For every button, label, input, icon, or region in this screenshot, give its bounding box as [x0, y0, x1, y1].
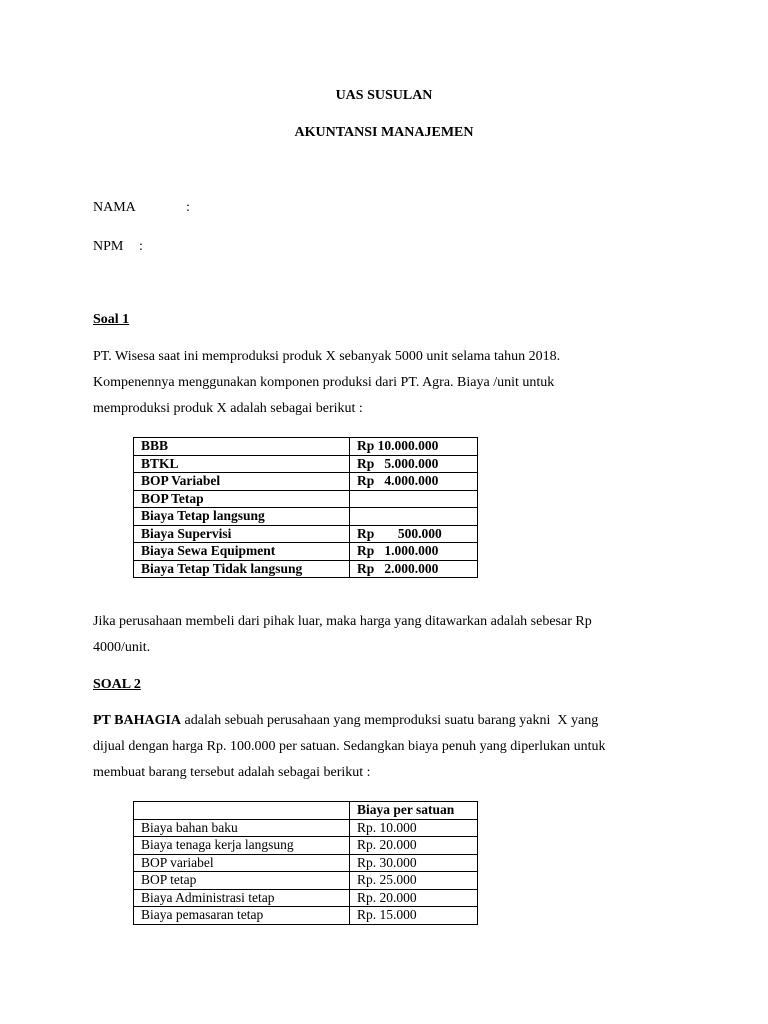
cost-item: Biaya pemasaran tetap: [134, 907, 350, 925]
nama-colon: :: [186, 200, 190, 215]
soal2-paragraph-line: membuat barang tersebut adalah sebagai berikut :: [93, 765, 371, 780]
cost-item: Biaya Tetap langsung: [134, 508, 350, 526]
soal2-heading: SOAL 2: [93, 677, 141, 692]
cost-item: BOP variabel: [134, 854, 350, 872]
cost-value: Rp. 20.000: [350, 837, 478, 855]
soal1-paragraph-line: memproduksi produk X adalah sebagai berikut :: [93, 401, 363, 416]
cost-item: BOP Variabel: [134, 473, 350, 491]
cost-value: Rp. 10.000: [350, 819, 478, 837]
table-row: [134, 907, 478, 925]
cost-item: Biaya bahan baku: [134, 819, 350, 837]
table-row: [134, 837, 478, 855]
table-header-row: [134, 802, 478, 820]
soal1-paragraph-line: PT. Wisesa saat ini memproduksi produk X sebanyak 5000 unit selama tahun 2018.: [93, 349, 561, 364]
table-row: [134, 872, 478, 890]
npm-label: NPM: [93, 239, 124, 254]
cost-item: Biaya Supervisi: [134, 525, 350, 543]
soal2-paragraph-text: adalah sebuah perusahaan yang memproduksi suatu barang yakni X yang: [181, 713, 599, 728]
cost-item: BTKL: [134, 455, 350, 473]
table-row: [134, 455, 478, 473]
soal1-cost-table: [133, 437, 478, 578]
npm-colon: :: [139, 239, 143, 254]
table-row: [134, 854, 478, 872]
cost-value: Rp 10.000.000: [350, 438, 478, 456]
soal1-closing-line: 4000/unit.: [93, 640, 151, 655]
table-row: [134, 473, 478, 491]
cost-value: Rp 2.000.000: [350, 560, 478, 578]
cost-value: Rp. 25.000: [350, 872, 478, 890]
cost-value: Rp 1.000.000: [350, 543, 478, 561]
cost-item: BOP Tetap: [134, 490, 350, 508]
cost-value: [350, 508, 478, 526]
soal2-cost-table: [133, 801, 478, 925]
cost-value: Rp 500.000: [350, 525, 478, 543]
table-row: [134, 490, 478, 508]
table-row: [134, 525, 478, 543]
cost-value: [350, 490, 478, 508]
soal2-paragraph-line: [93, 713, 598, 729]
cost-item: Biaya Tetap Tidak langsung: [134, 560, 350, 578]
cost-item: Biaya Administrasi tetap: [134, 889, 350, 907]
table-row: [134, 508, 478, 526]
table-row: [134, 889, 478, 907]
cost-value: Rp 4.000.000: [350, 473, 478, 491]
document-subtitle: AKUNTANSI MANAJEMEN: [294, 125, 474, 140]
company-name: PT BAHAGIA: [93, 713, 182, 728]
table-row: [134, 438, 478, 456]
cost-value: Rp. 20.000: [350, 889, 478, 907]
soal1-paragraph-line: Kompenennya menggunakan komponen produksi dari PT. Agra. Biaya /unit untuk: [93, 375, 555, 390]
document-title: UAS SUSULAN: [335, 88, 433, 103]
soal2-paragraph-line: dijual dengan harga Rp. 100.000 per satuan. Sedangkan biaya penuh yang diperlukan untuk: [93, 739, 606, 754]
table-row: [134, 543, 478, 561]
table-row: [134, 819, 478, 837]
cost-item: BBB: [134, 438, 350, 456]
table-row: [134, 560, 478, 578]
cost-item: Biaya tenaga kerja langsung: [134, 837, 350, 855]
cost-value: Rp. 15.000: [350, 907, 478, 925]
soal1-heading: Soal 1: [93, 312, 130, 327]
soal1-closing-line: Jika perusahaan membeli dari pihak luar, maka harga yang ditawarkan adalah sebesar Rp: [93, 614, 592, 629]
cost-value: Rp. 30.000: [350, 854, 478, 872]
nama-label: NAMA: [93, 200, 136, 215]
header-item: [134, 802, 350, 820]
cost-item: Biaya Sewa Equipment: [134, 543, 350, 561]
cost-value: Rp 5.000.000: [350, 455, 478, 473]
cost-item: BOP tetap: [134, 872, 350, 890]
header-value: Biaya per satuan: [350, 802, 478, 820]
